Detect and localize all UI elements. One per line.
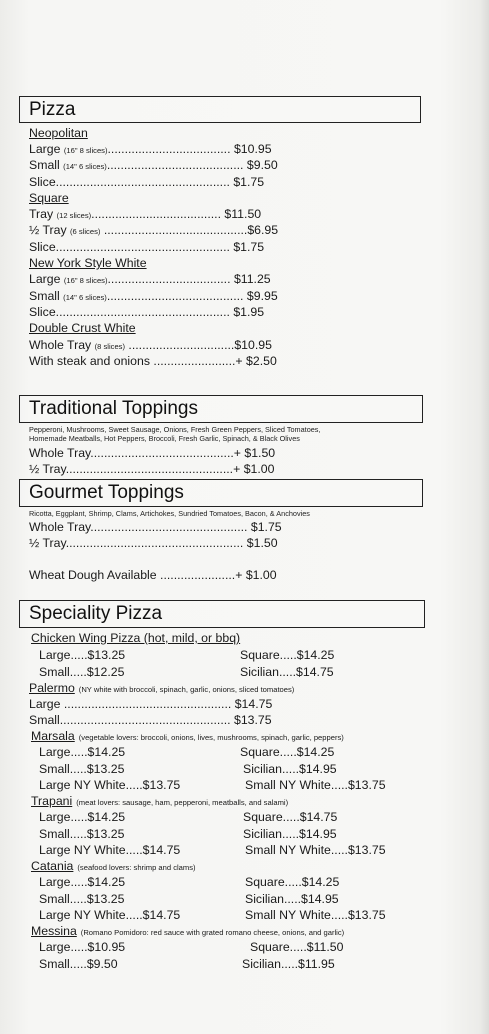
menu-text: With steak and onions [29,354,150,368]
price-cell: Small NY White.....$13.75 [245,908,386,922]
menu-text: Trapani [31,794,73,808]
messina-title [31,924,344,940]
menu-text: ½ Tray [29,536,66,550]
price-cell: Sicilian.....$11.95 [242,957,335,971]
price-cell: Square.....$14.25 [240,648,335,662]
menu-text: ................................................... [55,175,230,189]
menu-text: $14.75 [234,697,273,711]
menu-text: Slice [29,175,56,189]
price-cell: Large NY White.....$13.75 [39,778,181,792]
menu-text: Chicken Wing Pizza (hot, mild, or bbq) [31,631,241,645]
chicken-wing-title [31,631,240,646]
menu-row [29,207,261,223]
price-cell: Square.....$14.75 [243,810,338,824]
menu-text: Neopolitan [29,126,88,140]
price-cell: Small NY White.....$13.75 [245,778,386,792]
menu-text: ................................................. [65,462,234,476]
price-cell: Small NY White.....$13.75 [245,843,386,857]
menu-text: Catania [31,859,74,873]
menu-row [29,142,272,158]
pizza-header [19,96,421,123]
menu-text: ½ Tray [29,462,66,476]
menu-text: $6.95 [247,223,279,237]
menu-text: + $1.00 [233,462,275,476]
menu-row [29,446,275,461]
speciality-header [19,600,425,628]
menu-row [29,338,272,354]
trapani-title [31,794,288,810]
menu-text: $13.75 [234,713,272,727]
menu-row [29,305,264,320]
menu-text: + $1.50 [233,446,276,460]
menu-row [29,536,278,551]
menu-text: .................................... [107,142,231,156]
ny-white-title [29,256,147,271]
traditional-header [19,395,423,423]
menu-text: Large [29,142,61,156]
palermo-title [29,681,294,697]
menu-text: (14" 6 slices) [63,293,107,302]
menu-text: (8 slices) [94,342,125,351]
menu-text: Messina [31,924,77,938]
menu-row [29,520,282,535]
menu-text: ...................................... [91,207,221,221]
menu-text: ................................................... [55,305,230,319]
menu-text: (meat lovers: sausage, ham, pepperoni, meatballs, and salami) [76,798,289,807]
price-cell: Square.....$14.25 [240,745,335,759]
menu-row [29,568,277,583]
menu-text: ........................................ [106,158,244,172]
price-cell: Small.....$13.25 [39,827,125,841]
menu-text: (vegetable lovers: broccoli, onions, lives, mushrooms, spinach, garlic, peppers) [78,733,344,742]
menu-text: (seafood lovers: shrimp and clams) [77,863,196,872]
traditional-desc: Pepperoni, Mushrooms, Sweet Sausage, Onions, Fresh Green Peppers, Sliced Tomatoes, [29,425,321,434]
menu-row [29,240,264,255]
price-cell: Sicilian.....$14.95 [243,827,337,841]
menu-text: Small [29,713,60,727]
menu-text: .......................................... [90,446,234,460]
menu-text: Whole Tray [29,520,91,534]
menu-text: Palermo [29,681,75,695]
price-cell: Small.....$12.25 [39,665,125,679]
menu-text: $9.95 [246,289,278,303]
menu-row [29,289,278,305]
price-cell: Sicilian.....$14.95 [245,892,339,906]
menu-text: (NY white with broccoli, spinach, garlic, onions, sliced tomatoes) [78,685,295,694]
menu-row [29,158,278,174]
menu-text: ........................ [153,354,236,368]
menu-row [29,272,271,288]
menu-text: Tray [29,207,54,221]
menu-text: Small [29,158,60,172]
menu-text: $10.95 [234,338,272,352]
price-cell: Small.....$13.25 [39,762,125,776]
menu-text: Whole Tray [29,446,91,460]
gourmet-header [19,479,423,507]
price-cell: Large.....$14.25 [39,745,126,759]
menu-text: $1.75 [233,175,265,189]
menu-text: $10.95 [233,142,272,156]
menu-row [29,462,274,477]
menu-text: ............................... [128,338,235,352]
menu-text: New York Style White [29,256,147,270]
menu-text: .............................................. [90,520,248,534]
menu-text: .......................................... [103,223,248,237]
price-cell: Square.....$14.25 [245,875,340,889]
menu-text: Large [29,697,61,711]
marsala-title [31,729,344,745]
menu-text: Slice [29,240,56,254]
double-crust-title [29,321,136,336]
price-cell: Large.....$14.25 [39,810,126,824]
menu-text: $11.50 [224,207,262,221]
menu-text: Small [29,289,60,303]
gourmet-desc: Ricotta, Eggplant, Shrimp, Clams, Artichokes, Sundried Tomatoes, Bacon, & Anchovies [29,509,310,518]
menu-text: Whole Tray [29,338,92,352]
menu-text: $1.75 [250,520,282,534]
menu-text: Marsala [31,729,75,743]
menu-text: $1.50 [246,536,278,550]
menu-text: (6 slices) [70,227,101,236]
menu-row [29,713,272,728]
price-cell: Large.....$10.95 [39,940,126,954]
menu-text: ................................................. [63,697,232,711]
menu-text: .................................................... [65,536,244,550]
price-cell: Large NY White.....$14.75 [39,908,181,922]
menu-text: (14" 6 slices) [63,162,107,171]
speciality-header-text: Speciality Pizza [29,603,163,624]
price-cell: Large NY White.....$14.75 [39,843,181,857]
menu-text: $11.25 [233,272,271,286]
menu-text: Square [29,191,69,205]
menu-row [29,175,264,190]
menu-row [29,223,278,239]
catania-title [31,859,196,875]
menu-text: ...................... [160,568,236,582]
menu-text: Large [29,272,61,286]
menu-text: $1.95 [233,305,265,319]
menu-row [29,354,277,369]
price-cell: Small.....$9.50 [39,957,118,971]
neopolitan-title [29,126,88,141]
menu-text: + $1.00 [235,568,277,582]
menu-text: ........................................ [106,289,244,303]
traditional-desc: Homemade Meatballs, Hot Peppers, Broccoli, Fresh Garlic, Spinach, & Black Olives [29,434,300,443]
menu-row [29,697,272,712]
menu-text: $9.50 [246,158,278,172]
menu-text: .................................... [107,272,231,286]
menu-text: (16" 8 slices) [63,276,108,285]
price-cell: Sicilian.....$14.95 [243,762,337,776]
square-title [29,191,69,206]
pizza-header-text: Pizza [29,98,76,120]
menu-text: Wheat Dough Available [29,568,157,582]
price-cell: Small.....$13.25 [39,892,125,906]
menu-text: ½ Tray [29,223,67,237]
gourmet-header-text: Gourmet Toppings [29,482,184,503]
menu-text: $1.75 [233,240,265,254]
traditional-header-text: Traditional Toppings [29,398,198,419]
menu-text: + $2.50 [235,354,277,368]
price-cell: Large.....$14.25 [39,875,126,889]
menu-text: .................................................. [59,713,231,727]
menu-text: (12 slices) [56,211,92,220]
menu-text: Double Crust White [29,321,136,335]
menu-text: Slice [29,305,56,319]
menu-text: (16" 8 slices) [63,146,108,155]
price-cell: Large.....$13.25 [39,648,126,662]
menu-text: ................................................... [55,240,230,254]
price-cell: Sicilian.....$14.75 [240,665,334,679]
menu-text: (Romano Pomidoro: red sauce with grated romano cheese, onions, and garlic) [80,928,345,937]
price-cell: Square.....$11.50 [250,940,344,954]
